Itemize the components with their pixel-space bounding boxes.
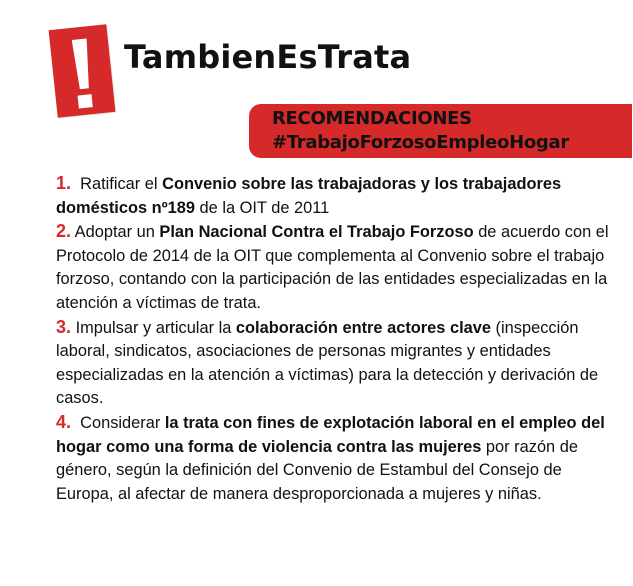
- recommendation-item: [56, 316, 616, 411]
- exclamation-dot: [78, 94, 93, 108]
- item-text: Ratificar el: [80, 175, 163, 193]
- item-emphasis: Plan Nacional Contra el Trabajo Forzoso: [159, 223, 474, 242]
- hashtag-title: TambienEsTrata: [124, 38, 412, 76]
- exclamation-mark-icon: [49, 24, 116, 118]
- item-text: de la OIT de 2011: [194, 198, 330, 217]
- item-text: de acuerdo con el Protocolo de 2014 de la OIT que complementa al Convenio sobre el trabajo forzoso, contando con la participación de las entidades especializadas en la atención a víctimas de trata.: [56, 223, 609, 312]
- item-number: 2.: [56, 221, 72, 242]
- banner-title: RECOMENDACIONES: [272, 108, 472, 129]
- recommendation-item: [56, 220, 616, 315]
- banner-hashtag: #TrabajoForzosoEmpleoHogar: [272, 132, 569, 153]
- item-text: Impulsar y articular la: [75, 318, 236, 337]
- exclamation-bar: [72, 38, 92, 89]
- item-text: (inspección laboral, sindicatos, asociaciones de personas migrantes y entidades especializadas en la atención a víctimas) para la detección y derivación de casos.: [56, 318, 599, 408]
- item-emphasis: Convenio sobre las trabajadoras y los trabajadores domésticos nº189: [56, 175, 562, 217]
- item-number: 4.: [56, 411, 72, 432]
- item-text: Adoptar un: [74, 223, 160, 242]
- item-emphasis: colaboración entre actores clave: [235, 318, 491, 337]
- recommendation-item: [56, 172, 616, 220]
- recommendations-list: [56, 172, 616, 506]
- recommendation-item: [56, 411, 616, 506]
- recommendations-banner: [249, 104, 632, 158]
- item-number: 1.: [56, 173, 72, 193]
- item-text: por razón de género, según la definición del Convenio de Estambul del Consejo de Europa, al afectar de manera desproporcionada a mujeres y niñas.: [56, 437, 578, 503]
- item-text: Considerar: [80, 413, 165, 432]
- item-number: 3.: [56, 316, 72, 337]
- item-emphasis: la trata con fines de explotación laboral en el empleo del hogar como una forma de violencia contra las mujeres: [56, 413, 605, 456]
